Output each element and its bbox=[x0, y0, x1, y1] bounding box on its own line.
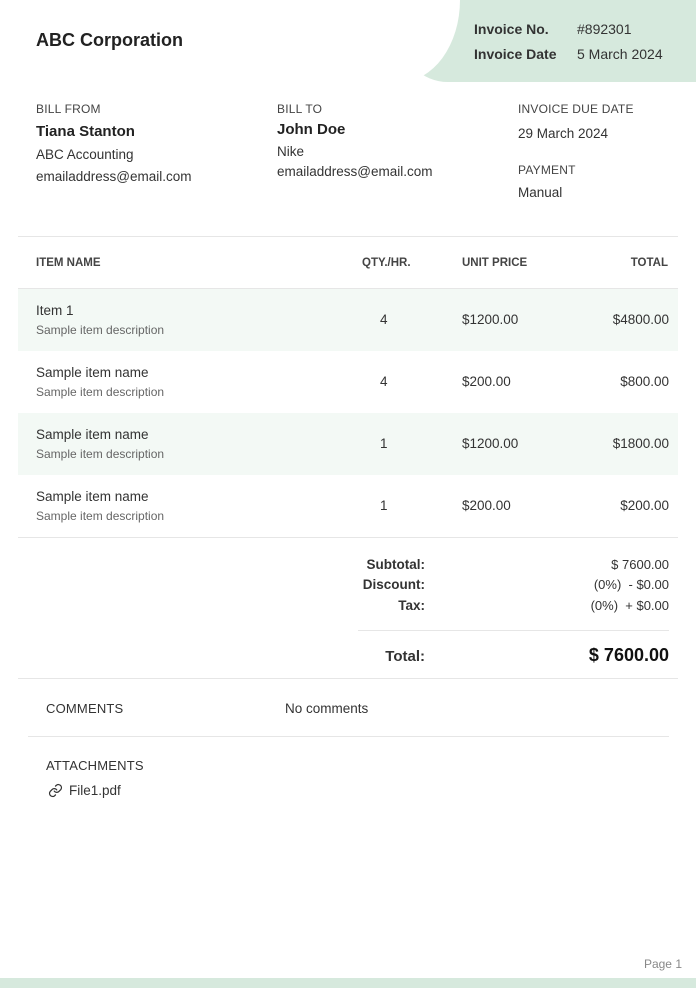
invoice-number-label: Invoice No. bbox=[474, 21, 549, 37]
item-name: Item 1 bbox=[36, 303, 74, 318]
bill-to-name: John Doe bbox=[277, 121, 346, 138]
item-description: Sample item description bbox=[36, 509, 165, 523]
table-row bbox=[18, 413, 678, 475]
attachment-file-name[interactable]: File1.pdf bbox=[69, 783, 121, 798]
bill-to-label: BILL TO bbox=[277, 102, 323, 116]
table-row bbox=[18, 351, 678, 413]
subtotal-value: $ 7600.00 bbox=[611, 557, 669, 572]
item-name: Sample item name bbox=[36, 365, 149, 380]
col-header-price: UNIT PRICE bbox=[462, 257, 528, 269]
item-unit-price: $200.00 bbox=[462, 374, 511, 389]
attachment-file[interactable] bbox=[48, 783, 121, 798]
col-header-qty: QTY./HR. bbox=[362, 257, 411, 269]
payment-label: PAYMENT bbox=[518, 163, 576, 177]
divider bbox=[18, 678, 678, 679]
item-name: Sample item name bbox=[36, 489, 149, 504]
table-row bbox=[18, 289, 678, 351]
item-total: $1800.00 bbox=[612, 436, 669, 451]
bill-from-company: ABC Accounting bbox=[36, 147, 134, 162]
link-icon bbox=[48, 783, 63, 798]
table-row bbox=[18, 475, 678, 537]
item-description: Sample item description bbox=[36, 385, 165, 399]
bill-from-name: Tiana Stanton bbox=[36, 123, 135, 140]
due-date-label: INVOICE DUE DATE bbox=[518, 102, 634, 116]
item-unit-price: $200.00 bbox=[462, 498, 511, 513]
col-header-total: TOTAL bbox=[630, 257, 668, 269]
item-unit-price: $1200.00 bbox=[462, 312, 519, 327]
divider bbox=[18, 236, 678, 237]
total-value: $ 7600.00 bbox=[588, 645, 669, 665]
item-description: Sample item description bbox=[36, 323, 165, 337]
item-qty: 4 bbox=[380, 312, 388, 327]
item-unit-price: $1200.00 bbox=[462, 436, 519, 451]
footer-accent-bar bbox=[0, 978, 696, 988]
invoice-date-label: Invoice Date bbox=[474, 46, 557, 62]
bill-from-label: BILL FROM bbox=[36, 102, 101, 116]
company-name: ABC Corporation bbox=[36, 30, 183, 50]
comments-label: COMMENTS bbox=[46, 701, 124, 716]
tax-label: Tax: bbox=[398, 598, 425, 613]
page-number: Page 1 bbox=[643, 957, 682, 971]
item-name: Sample item name bbox=[36, 427, 149, 442]
discount-value: (0%) - $0.00 bbox=[593, 577, 669, 592]
item-total: $800.00 bbox=[620, 374, 669, 389]
item-total: $200.00 bbox=[620, 498, 669, 513]
discount-label: Discount: bbox=[362, 577, 425, 592]
divider bbox=[28, 736, 669, 737]
bill-from-email: emailaddress@email.com bbox=[36, 169, 192, 184]
item-total: $4800.00 bbox=[612, 312, 669, 327]
attachments-label: ATTACHMENTS bbox=[46, 758, 144, 773]
tax-value: (0%) + $0.00 bbox=[590, 598, 669, 613]
invoice-number: #892301 bbox=[577, 21, 632, 37]
item-qty: 4 bbox=[380, 374, 388, 389]
total-label: Total: bbox=[385, 648, 425, 665]
due-date: 29 March 2024 bbox=[518, 126, 609, 141]
header-accent-shape bbox=[400, 0, 696, 82]
comments-value: No comments bbox=[285, 701, 369, 716]
payment-method: Manual bbox=[518, 185, 563, 200]
subtotal-label: Subtotal: bbox=[366, 557, 425, 572]
bill-to-email: emailaddress@email.com bbox=[277, 164, 433, 179]
item-qty: 1 bbox=[380, 436, 388, 451]
col-header-item: ITEM NAME bbox=[36, 257, 101, 269]
item-qty: 1 bbox=[380, 498, 388, 513]
bill-to-company: Nike bbox=[277, 144, 305, 159]
invoice-date: 5 March 2024 bbox=[577, 46, 663, 62]
divider bbox=[18, 537, 678, 538]
divider bbox=[358, 630, 669, 631]
item-description: Sample item description bbox=[36, 447, 165, 461]
